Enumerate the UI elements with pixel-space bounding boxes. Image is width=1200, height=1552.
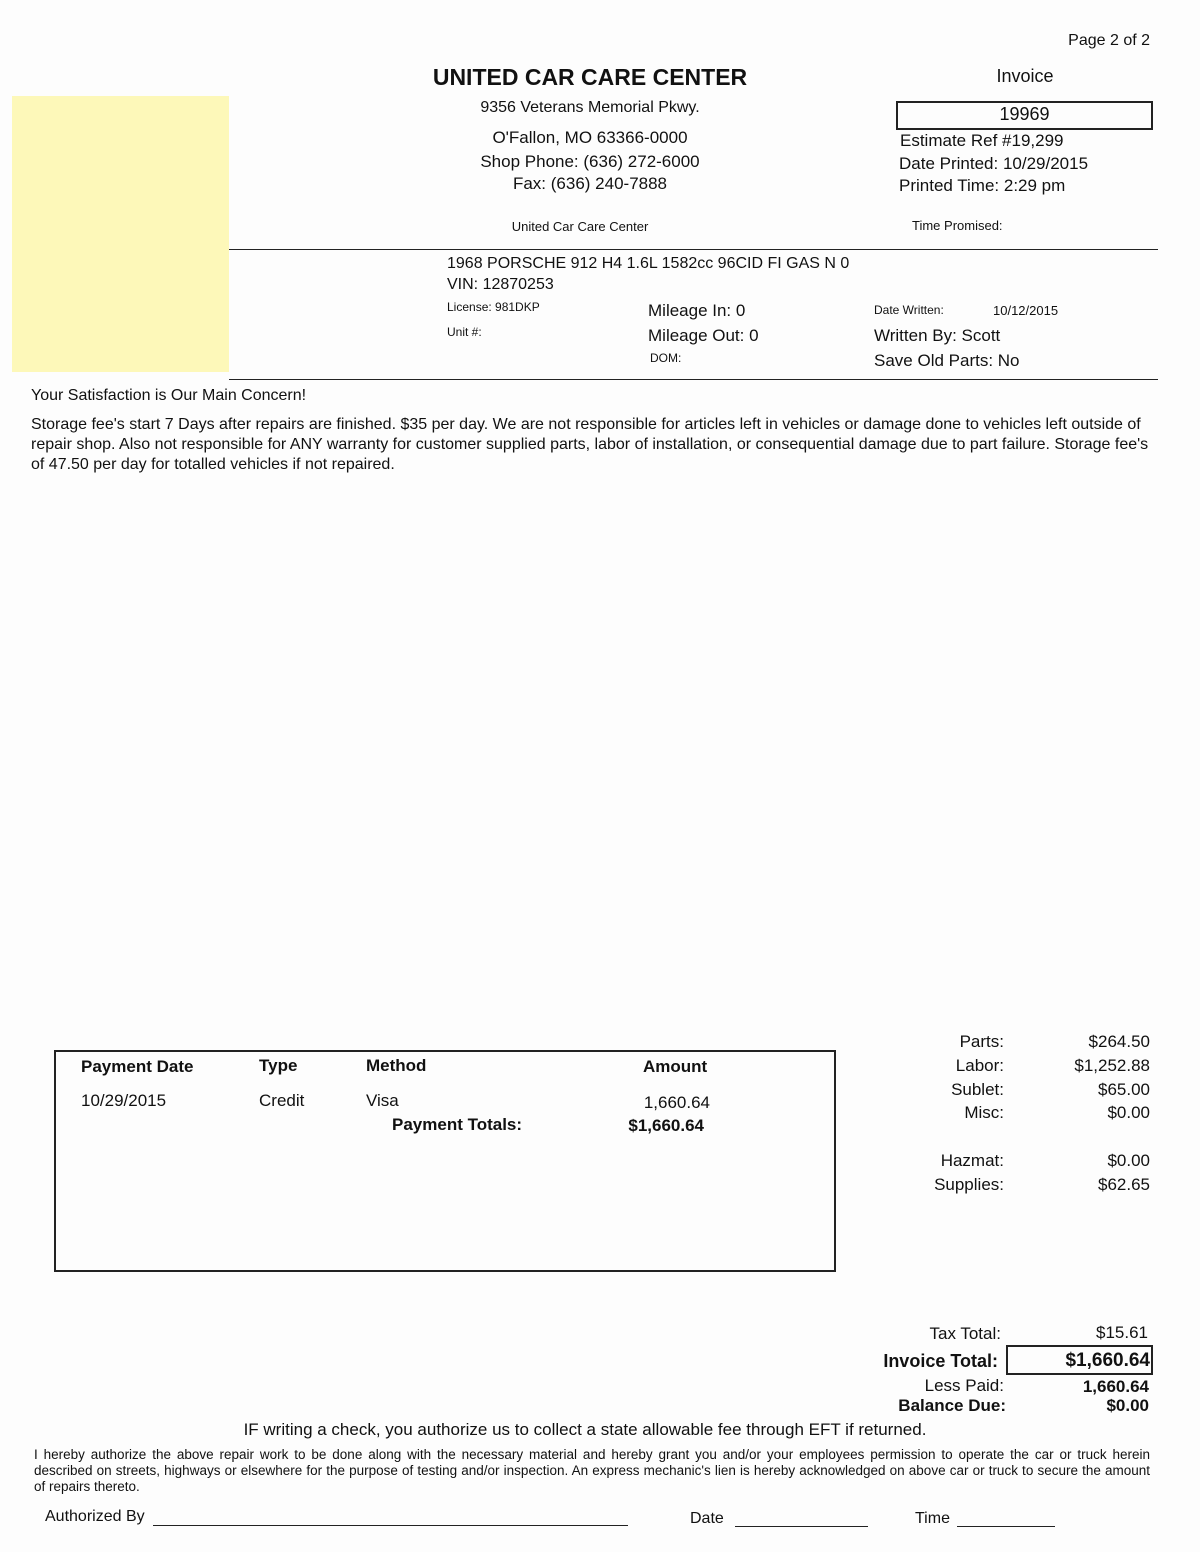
authorized-by-line[interactable]: [153, 1525, 628, 1526]
payment-row-method: Visa: [366, 1091, 399, 1110]
payment-row-amount: 1,660.64: [643, 1093, 710, 1112]
notice-body: Storage fee's start 7 Days after repairs are finished. $35 per day. We are not responsible for articles left in vehicles or damage done to vehicles left outside of repair shop. Also not responsible for ANY warranty for customer supplied parts, labor of installation, or consequential damage due to part failure. Storage fee's of 47.50 per day for totalled vehicles if not repaired.: [31, 416, 1149, 473]
charge-hazmat-value: $0.00: [1107, 1151, 1150, 1170]
payment-row-type: Credit: [259, 1091, 305, 1110]
charge-parts-label: Parts:: [959, 1032, 1004, 1051]
date-written-label: Date Written:: [874, 303, 944, 317]
date-written-value: 10/12/2015: [993, 303, 1059, 318]
divider-vehicle: [229, 379, 1158, 380]
invoice-title: Invoice: [996, 66, 1054, 86]
charge-sublet-label: Sublet:: [951, 1080, 1004, 1099]
shop-name-small: United Car Care Center: [511, 219, 649, 234]
charge-parts-value: $264.50: [1088, 1032, 1150, 1051]
date-printed: Date Printed: 10/29/2015: [899, 154, 1089, 173]
vehicle-description: 1968 PORSCHE 912 H4 1.6L 1582cc 96CID FI GAS N 0: [447, 255, 850, 272]
shop-city: O'Fallon, MO 63366-0000: [492, 128, 688, 147]
estimate-ref: Estimate Ref #19,299: [900, 131, 1064, 150]
payment-header-date: Payment Date: [81, 1057, 194, 1076]
check-notice: IF writing a check, you authorize us to collect a state allowable fee through EFT if returned.: [243, 1420, 927, 1439]
balance-due-value: $0.00: [1106, 1396, 1149, 1415]
printed-time: Printed Time: 2:29 pm: [899, 176, 1066, 195]
payment-totals-value: $1,660.64: [628, 1116, 704, 1135]
vehicle-license: License: 981DKP: [447, 300, 540, 314]
charge-labor-value: $1,252.88: [1074, 1056, 1150, 1075]
charge-misc-value: $0.00: [1107, 1103, 1150, 1122]
divider-top: [229, 249, 1158, 250]
page-label: Page 2 of 2: [1068, 32, 1150, 49]
written-by: Written By: Scott: [874, 326, 1001, 345]
shop-address: 9356 Veterans Memorial Pkwy.: [480, 99, 700, 116]
time-label: Time: [915, 1510, 950, 1527]
date-label: Date: [690, 1510, 724, 1527]
invoice-total-label: Invoice Total:: [883, 1351, 998, 1371]
tax-total-label: Tax Total:: [929, 1324, 1001, 1343]
payment-row-date: 10/29/2015: [81, 1091, 167, 1110]
less-paid-label: Less Paid:: [924, 1376, 1004, 1395]
payment-header-amount: Amount: [643, 1057, 708, 1076]
less-paid-value: 1,660.64: [1082, 1377, 1149, 1396]
notice-heading: Your Satisfaction is Our Main Concern!: [31, 387, 307, 404]
shop-fax: Fax: (636) 240-7888: [512, 174, 668, 193]
charge-misc-label: Misc:: [964, 1103, 1004, 1122]
payment-box: [54, 1050, 836, 1272]
payment-header-method: Method: [366, 1056, 427, 1075]
charge-hazmat-label: Hazmat:: [940, 1151, 1004, 1170]
tax-total-value: $15.61: [1096, 1323, 1148, 1342]
mileage-out: Mileage Out: 0: [648, 326, 759, 345]
sticky-note: [12, 96, 229, 372]
charge-labor-label: Labor:: [955, 1056, 1004, 1075]
vehicle-vin: VIN: 12870253: [447, 276, 554, 293]
time-promised: Time Promised:: [912, 218, 1003, 233]
charge-supplies-label: Supplies:: [934, 1175, 1004, 1194]
payment-header-type: Type: [259, 1056, 298, 1075]
time-line[interactable]: [957, 1526, 1055, 1527]
shop-phone: Shop Phone: (636) 272-6000: [480, 152, 700, 171]
balance-due-label: Balance Due:: [898, 1396, 1006, 1415]
authorization-text: I hereby authorize the above repair work to be done along with the necessary material and hereby grant you and/or your employees permission to operate the car or truck herein described on streets, highways or elsewhere for the purpose of testing and/or inspection. An express mechanic's lien is hereby acknowledged on above car or truck to secure the amount of repairs thereto.: [34, 1447, 1150, 1494]
shop-name: UNITED CAR CARE CENTER: [432, 64, 748, 90]
mileage-in: Mileage In: 0: [648, 301, 746, 320]
vehicle-unit: Unit #:: [447, 325, 482, 339]
date-line[interactable]: [735, 1526, 868, 1527]
payment-totals-label: Payment Totals:: [392, 1115, 523, 1134]
dom: DOM:: [650, 351, 682, 365]
invoice-number: 19969: [999, 104, 1050, 124]
charge-supplies-value: $62.65: [1098, 1175, 1150, 1194]
save-old-parts: Save Old Parts: No: [874, 351, 1020, 370]
authorized-by-label: Authorized By: [45, 1508, 145, 1525]
charge-sublet-value: $65.00: [1098, 1080, 1150, 1099]
invoice-total-value: $1,660.64: [1065, 1350, 1150, 1371]
